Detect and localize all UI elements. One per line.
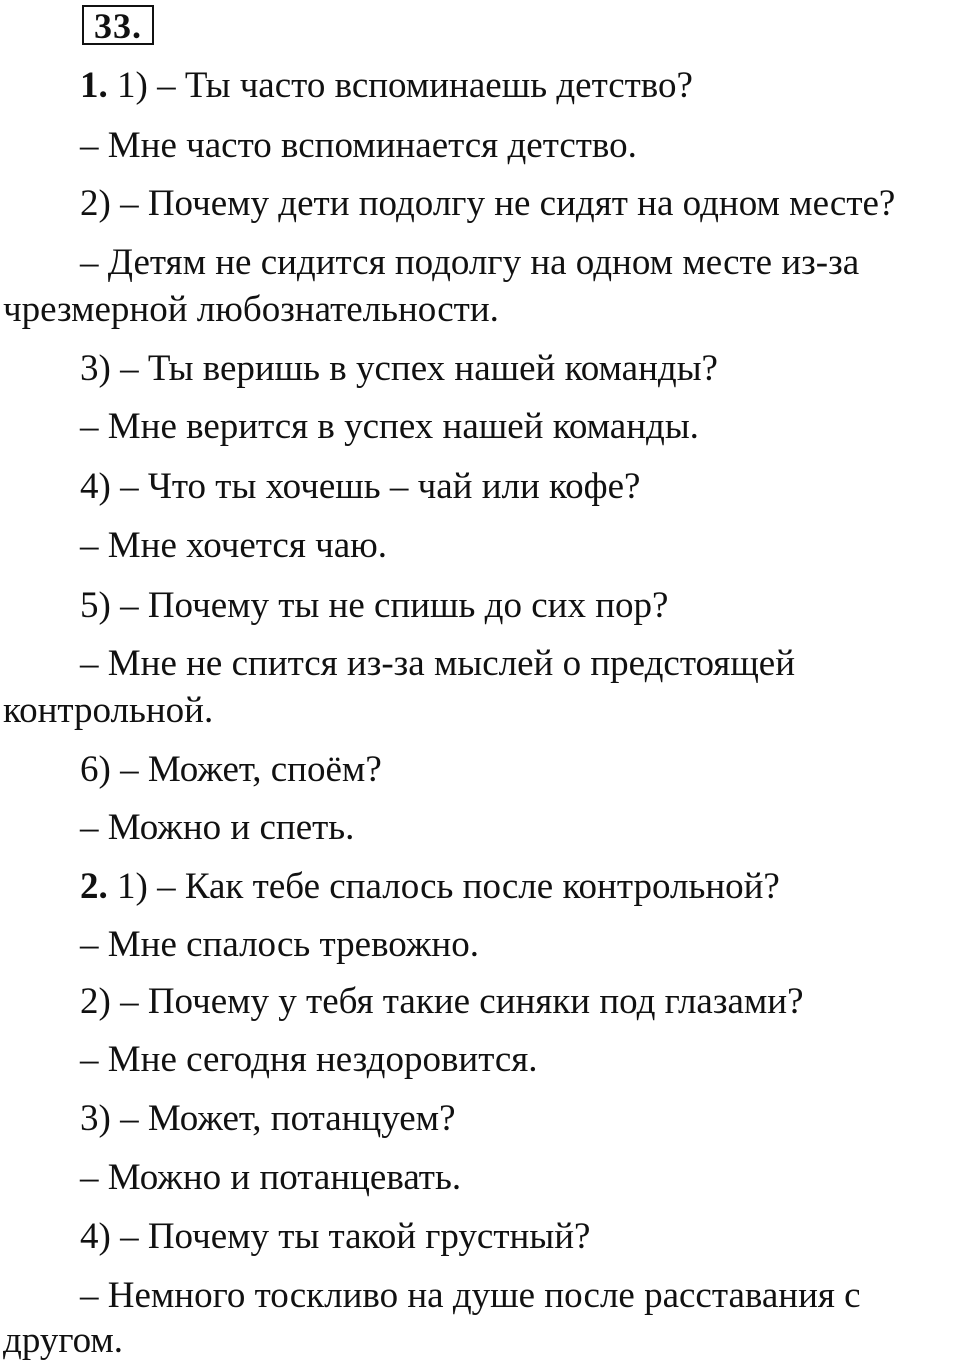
part1-line-6: 3) – Ты веришь в успех нашей команды? <box>80 348 718 389</box>
part1-line-11: – Мне не спится из-за мыслей о предстоящей <box>80 643 796 684</box>
part1-marker: 1. <box>80 65 108 106</box>
part2-marker: 2. <box>80 866 108 907</box>
part1-line-7: – Мне верится в успех нашей команды. <box>80 406 699 447</box>
part1-line-1 <box>0 64 693 108</box>
part1-line-9: – Мне хочется чаю. <box>80 525 388 566</box>
part1-line-4: – Детям не сидится подолгу на одном месте из-за <box>80 242 860 283</box>
part2-line-5: 3) – Может, потанцуем? <box>80 1098 456 1139</box>
part1-line-13: 6) – Может, споём? <box>80 749 382 790</box>
part2-line-4: – Мне сегодня нездоровится. <box>80 1039 538 1080</box>
exercise-number-box: 33. <box>82 5 154 45</box>
part2-text-1: 1) – Как тебе спалось после контрольной? <box>117 866 780 907</box>
part2-line-3: 2) – Почему у тебя такие синяки под глазами? <box>80 981 804 1022</box>
part1-line-14: – Можно и спеть. <box>80 807 355 848</box>
part2-line-8: – Немного тоскливо на душе после расставания с <box>80 1275 861 1316</box>
part1-line-5: чрезмерной любознательности. <box>3 289 499 330</box>
part1-line-10: 5) – Почему ты не спишь до сих пор? <box>80 585 669 626</box>
part1-text-1: 1) – Ты часто вспоминаешь детство? <box>117 65 693 106</box>
part1-line-2: – Мне часто вспоминается детство. <box>80 125 637 166</box>
part2-line-7: 4) – Почему ты такой грустный? <box>80 1216 591 1257</box>
part2-line-1 <box>0 865 780 909</box>
part2-line-9: другом. <box>3 1320 124 1361</box>
part2-line-2: – Мне спалось тревожно. <box>80 924 479 965</box>
part1-line-12: контрольной. <box>3 690 214 731</box>
part1-line-8: 4) – Что ты хочешь – чай или кофе? <box>80 466 641 507</box>
part1-line-3: 2) – Почему дети подолгу не сидят на одном месте? <box>80 183 896 224</box>
part2-line-6: – Можно и потанцевать. <box>80 1157 462 1198</box>
